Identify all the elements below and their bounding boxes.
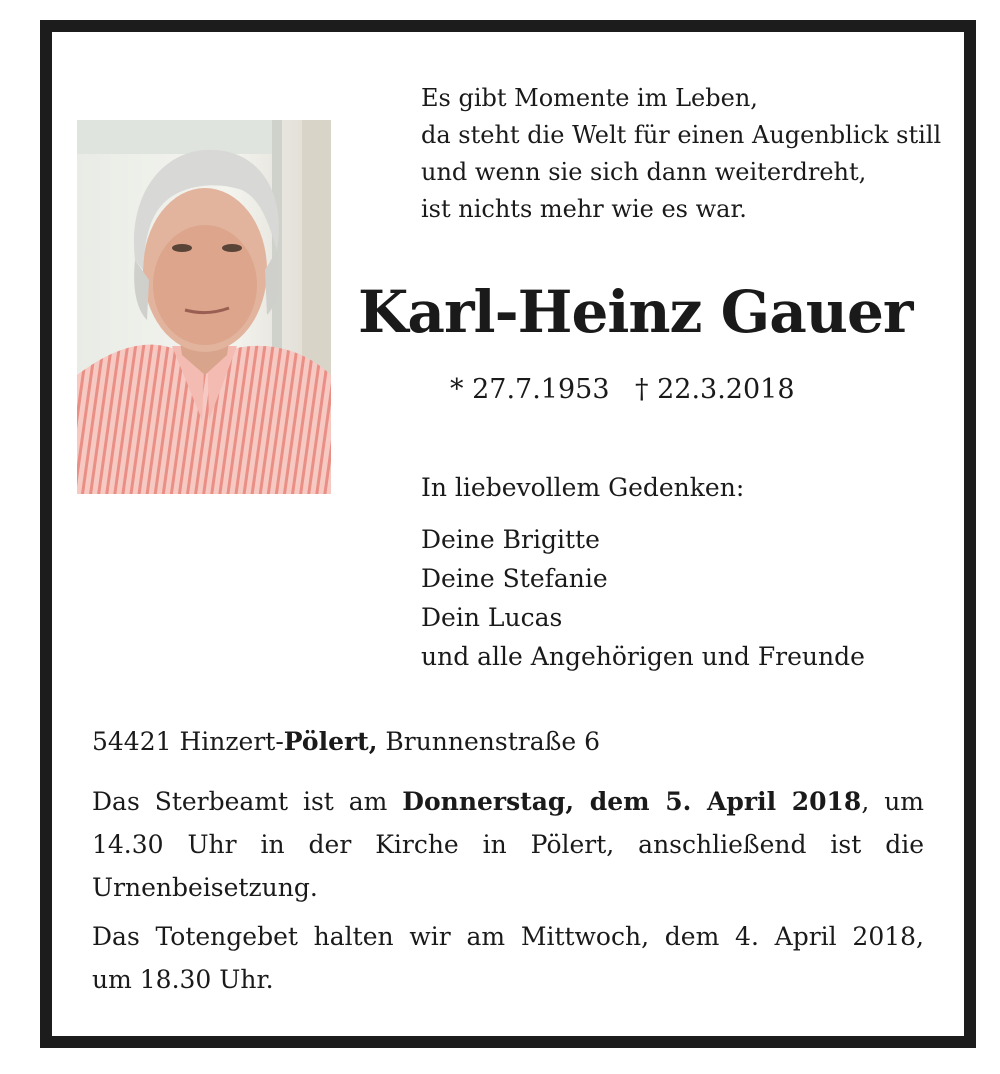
poem-line: ist nichts mehr wie es war.	[421, 195, 747, 223]
mourners-list	[421, 520, 865, 676]
deceased-name: Karl-Heinz Gauer	[358, 278, 913, 346]
service-line: Urnenbeisetzung.	[92, 873, 318, 902]
poem-line: Es gibt Momente im Leben,	[421, 84, 758, 112]
prayer-line: Das Totengebet halten wir am Mittwoch, dem 4. April 2018,	[92, 922, 924, 951]
service-line: 14.30 Uhr in der Kirche in Pölert, anschließend ist die	[92, 830, 924, 859]
prayer-line: um 18.30 Uhr.	[92, 965, 274, 994]
funeral-service-text	[92, 780, 924, 909]
address-street: Brunnenstraße 6	[377, 727, 600, 756]
mourner: Deine Brigitte	[421, 525, 600, 554]
portrait-photo	[77, 120, 331, 494]
prayer-text	[92, 915, 924, 1001]
poem-line: da steht die Welt für einen Augenblick still	[421, 121, 942, 149]
service-text: Das Sterbeamt ist am	[92, 787, 403, 816]
death-date: † 22.3.2018	[635, 374, 795, 405]
remembrance-heading: In liebevollem Gedenken:	[421, 473, 745, 502]
service-line	[92, 780, 924, 823]
address	[92, 724, 600, 760]
birth-date: * 27.7.1953	[450, 374, 610, 405]
poem	[421, 80, 941, 228]
mourner: und alle Angehörigen und Freunde	[421, 642, 865, 671]
service-text: , um	[861, 787, 925, 816]
mourner: Dein Lucas	[421, 603, 563, 632]
mourner: Deine Stefanie	[421, 564, 608, 593]
service-date: Donnerstag, dem 5. April 2018	[402, 787, 862, 816]
address-prefix: 54421 Hinzert-	[92, 727, 284, 756]
address-place: Pölert,	[283, 727, 378, 756]
poem-line: und wenn sie sich dann weiterdreht,	[421, 158, 867, 186]
